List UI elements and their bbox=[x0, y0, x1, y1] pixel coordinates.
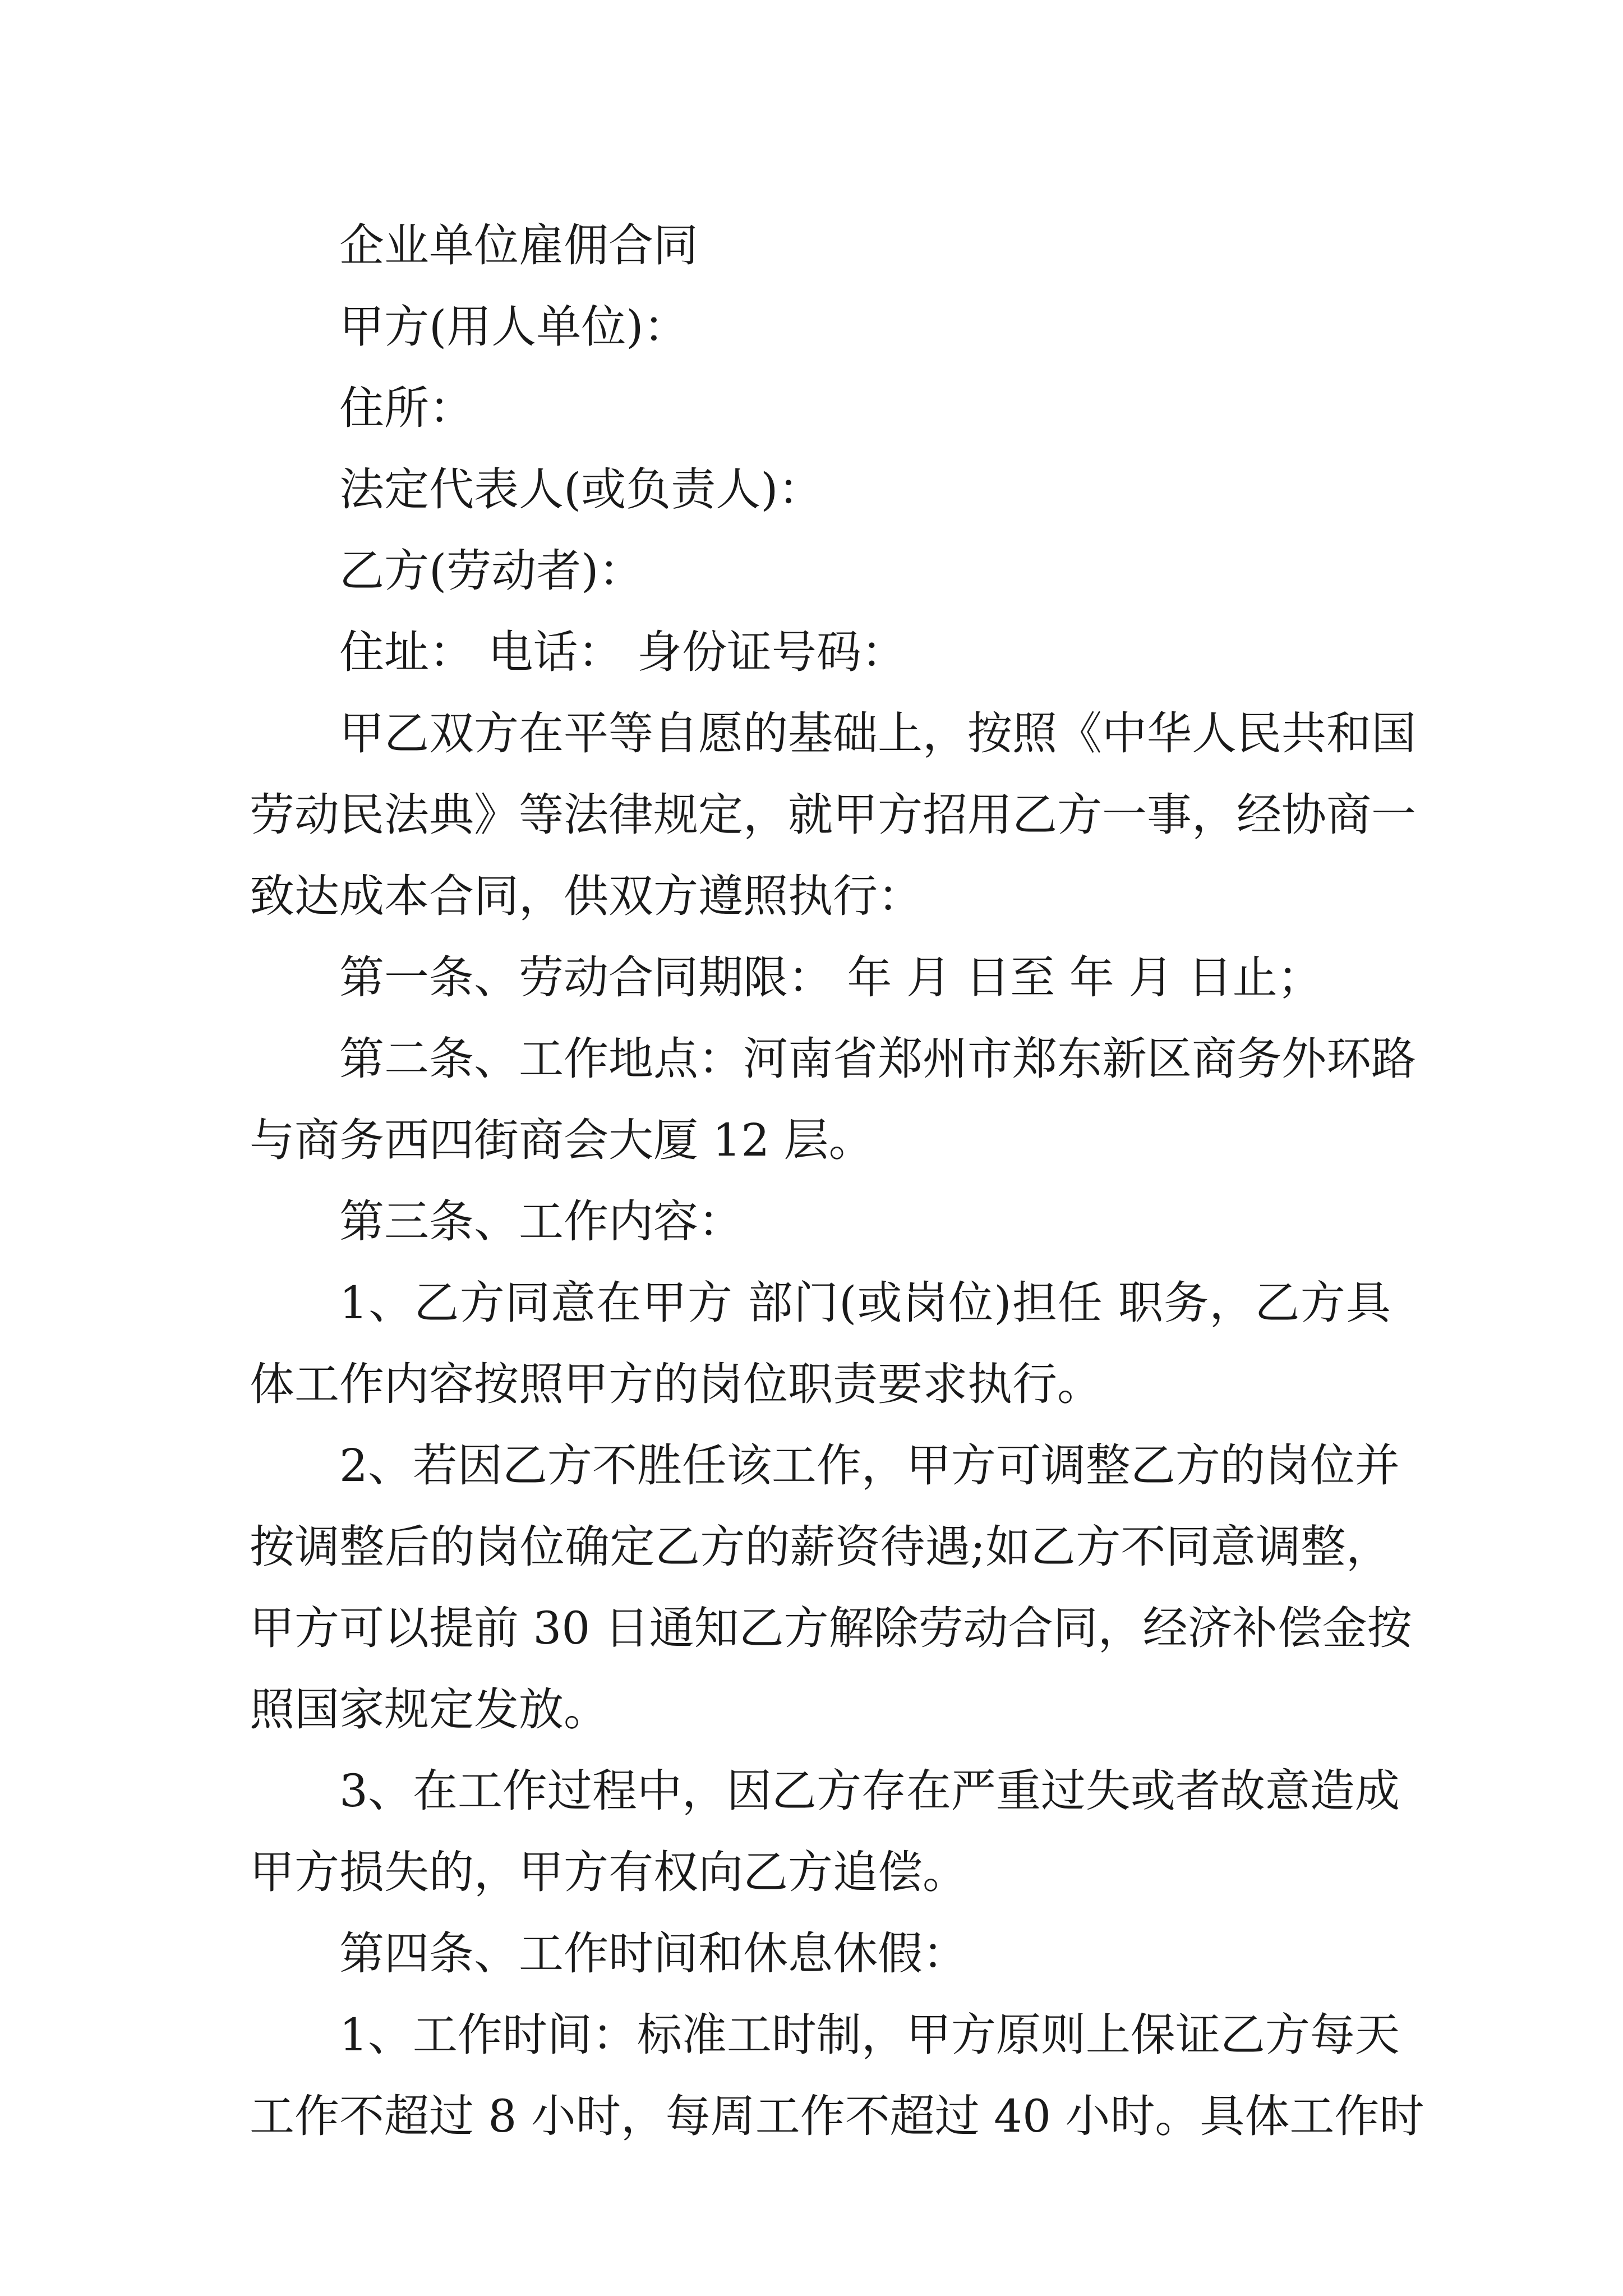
article-3-clause-2: 2、若因乙方不胜任该工作，甲方可调整乙方的岗位并 bbox=[339, 1439, 1400, 1492]
article-4-clause-1: 1、工作时间：标准工时制，甲方原则上保证乙方每天 bbox=[339, 2009, 1400, 2061]
article-3-clause-2: 甲方可以提前 30 日通知乙方解除劳动合同，经济补偿金按 bbox=[250, 1602, 1412, 1654]
contact-info-label: 住址： 电话： 身份证号码： bbox=[339, 626, 906, 678]
article-2-location: 第二条、工作地点：河南省郑州市郑东新区商务外环路 bbox=[339, 1033, 1416, 1085]
article-3-clause-3: 3、在工作过程中，因乙方存在严重过失或者故意造成 bbox=[339, 1765, 1400, 1817]
document-body bbox=[250, 205, 1424, 2157]
article-3-heading: 第三条、工作内容： bbox=[339, 1195, 743, 1248]
article-3-clause-1: 1、乙方同意在甲方 部门(或岗位)担任 职务，乙方具 bbox=[339, 1277, 1391, 1329]
article-3-clause-3: 甲方损失的，甲方有权向乙方追偿。 bbox=[250, 1846, 967, 1898]
article-3-clause-2: 照国家规定发放。 bbox=[250, 1683, 608, 1736]
article-3-clause-1: 体工作内容按照甲方的岗位职责要求执行。 bbox=[250, 1358, 1102, 1410]
article-4-heading: 第四条、工作时间和休息休假： bbox=[339, 1927, 967, 1980]
address-label: 住所： bbox=[339, 382, 474, 434]
article-3-clause-2: 按调整后的岗位确定乙方的薪资待遇;如乙方不同意调整， bbox=[250, 1521, 1391, 1573]
article-1-term: 第一条、劳动合同期限： 年 月 日至 年 月 日止； bbox=[339, 951, 1322, 1004]
article-2-location: 与商务西四街商会大厦 12 层。 bbox=[250, 1114, 874, 1166]
preamble-line: 劳动民法典》等法律规定，就甲方招用乙方一事，经协商一 bbox=[250, 789, 1416, 841]
party-a-label: 甲方(用人单位)： bbox=[339, 301, 689, 353]
article-4-clause-1: 工作不超过 8 小时，每周工作不超过 40 小时。具体工作时 bbox=[250, 2090, 1424, 2142]
party-b-label: 乙方(劳动者)： bbox=[339, 545, 644, 597]
preamble-line: 致达成本合同，供双方遵照执行： bbox=[250, 870, 923, 922]
preamble-line: 甲乙双方在平等自愿的基础上，按照《中华人民共和国 bbox=[339, 707, 1416, 760]
contract-title: 企业单位雇佣合同 bbox=[339, 219, 698, 272]
legal-representative-label: 法定代表人(或负责人)： bbox=[339, 463, 823, 516]
